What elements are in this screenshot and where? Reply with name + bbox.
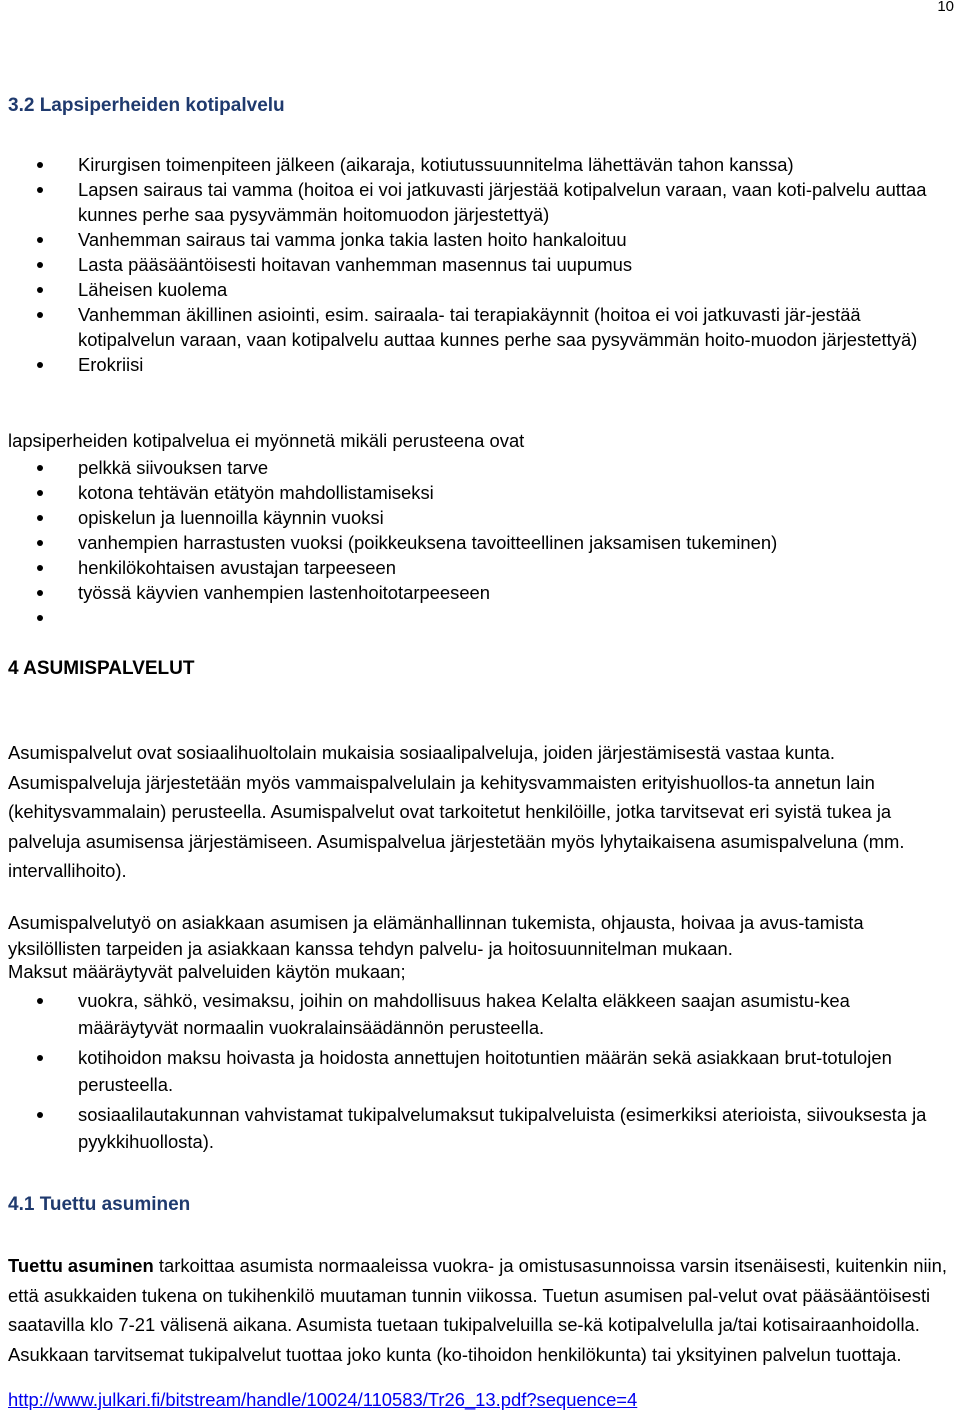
- bullet-icon: [37, 287, 43, 293]
- section-3-2-title: 3.2 Lapsiperheiden kotipalvelu: [8, 95, 285, 116]
- bullet-icon: [37, 490, 43, 496]
- list-item: pelkkä siivouksen tarve: [8, 455, 954, 480]
- list-item: Vanhemman äkillinen asiointi, esim. sairaala- tai terapiakäynnit (hoitoa ei voi jatkuvasti jär-jestää kotipalvelun varaan, vaan kotipalvelu auttaa kunnes perhe saa pysyvämmän hoito-muodon järjestettyä): [8, 302, 954, 352]
- page-number: 10: [937, 0, 954, 15]
- bullet-icon: [37, 515, 43, 521]
- section-4-paragraph-2: Asumispalvelutyö on asiakkaan asumisen ja elämänhallinnan tukemista, ohjausta, hoivaa ja avus-tamista yksilöllisten tarpeiden ja asiakkaan kanssa tehdyn palvelu- ja hoitosuunnitelman mukaan.: [8, 912, 864, 959]
- exclusion-intro: lapsiperheiden kotipalvelua ei myönnetä mikäli perusteena ovat: [8, 430, 525, 451]
- list-item: Läheisen kuolema: [8, 277, 954, 302]
- bullet-icon: [37, 1055, 43, 1061]
- bullet-icon: [37, 362, 43, 368]
- list-fees: [8, 987, 954, 1155]
- list-item: Lapsen sairaus tai vamma (hoitoa ei voi jatkuvasti järjestää kotipalvelun varaan, vaan koti-palvelu auttaa kunnes perhe saa pysyvämmän hoitomuodon järjestettyä): [8, 177, 954, 227]
- bullet-icon: [37, 998, 43, 1004]
- section-4-paragraph-1: Asumispalvelut ovat sosiaalihuoltolain mukaisia sosiaalipalveluja, joiden järjestämisestä vastaa kunta. Asumispalveluja järjestetään myös vammaispalvelulain ja kehitysvammaisten erityishuollos-ta annetun lain (kehitysvammalain) perusteella. Asumispalvelut ovat tarkoitetut henkilöille, jotka tarvitsevat eri syistä tukea ja palveluja asumisensa järjestämiseen. Asumispalvelua järjestetään myös lyhytaikaisena asumispalveluna (mm. intervallihoito).: [8, 742, 905, 881]
- bullet-icon: [37, 162, 43, 168]
- section-4-1-title: 4.1 Tuettu asuminen: [8, 1194, 191, 1215]
- source-link[interactable]: http://www.julkari.fi/bitstream/handle/10024/110583/Tr26_13.pdf?sequence=4: [8, 1389, 638, 1410]
- bullet-icon: [37, 540, 43, 546]
- list-item: henkilökohtaisen avustajan tarpeeseen: [8, 555, 954, 580]
- bullet-icon: [37, 237, 43, 243]
- section-4-1-paragraph: [8, 1251, 954, 1369]
- bullet-icon: [37, 565, 43, 571]
- list-reasons: [8, 152, 954, 377]
- list-item: kotona tehtävän etätyön mahdollistamiseksi: [8, 480, 954, 505]
- list-item: kotihoidon maksu hoivasta ja hoidosta annettujen hoitotuntien määrän sekä asiakkaan brut-totulojen perusteella.: [8, 1044, 954, 1098]
- list-item: työssä käyvien vanhempien lastenhoitotarpeeseen: [8, 580, 954, 605]
- bullet-icon: [37, 1112, 43, 1118]
- list-item: vuokra, sähkö, vesimaksu, joihin on mahdollisuus hakea Kelalta eläkkeen saajan asumistu-kea määräytyvät normaalin vuokralainsäädännön perusteella.: [8, 987, 954, 1041]
- bullet-icon: [37, 615, 43, 621]
- bullet-icon: [37, 465, 43, 471]
- list-item: opiskelun ja luennoilla käynnin vuoksi: [8, 505, 954, 530]
- list-item: Kirurgisen toimenpiteen jälkeen (aikaraja, kotiutussuunnitelma lähettävän tahon kanssa): [8, 152, 954, 177]
- list-item: Erokriisi: [8, 352, 954, 377]
- list-item: vanhempien harrastusten vuoksi (poikkeuksena tavoitteellinen jaksamisen tukeminen): [8, 530, 954, 555]
- bullet-icon: [37, 262, 43, 268]
- list-item: Lasta pääsääntöisesti hoitavan vanhemman masennus tai uupumus: [8, 252, 954, 277]
- bullet-icon: [37, 312, 43, 318]
- list-exclusions: [8, 455, 954, 630]
- list-item: sosiaalilautakunnan vahvistamat tukipalvelumaksut tukipalveluista (esimerkiksi aterioista, siivouksesta ja pyykkihuollosta).: [8, 1101, 954, 1155]
- bullet-icon: [37, 187, 43, 193]
- lead-bold: Tuettu asuminen: [8, 1255, 154, 1276]
- list-item: [8, 605, 954, 630]
- section-4-title: 4 ASUMISPALVELUT: [8, 658, 195, 679]
- fees-intro: Maksut määräytyvät palveluiden käytön mukaan;: [8, 961, 406, 982]
- paragraph-text: tarkoittaa asumista normaaleissa vuokra- ja omistusasunnoissa varsin itsenäisesti, kuitenkin niin, että asukkaiden tukena on tukihenkilö muutaman tunnin viikossa. Tuetun asumisen pal-velut ovat pääsääntöisesti saatavilla klo 7-21 välisenä aikana. Asumista tuetaan tukipalveluilla se-kä kotipalvelulla ja/tai kotisairaanhoidolla. Asukkaan tarvitsemat tukipalvelut tuottaa joko kunta (ko-tihoidon henkilökunta) tai yksityinen palvelun tuottaja.: [8, 1255, 947, 1365]
- bullet-icon: [37, 590, 43, 596]
- list-item: Vanhemman sairaus tai vamma jonka takia lasten hoito hankaloituu: [8, 227, 954, 252]
